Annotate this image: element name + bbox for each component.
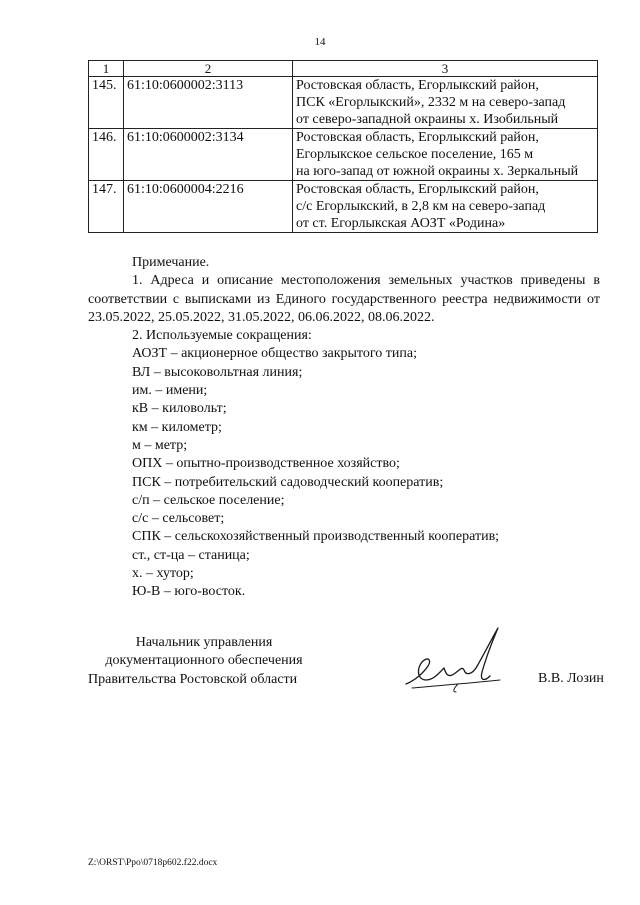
row-number: 147.	[89, 181, 124, 233]
abbreviation-item: м – метр;	[132, 437, 188, 453]
header-col-2: 2	[124, 61, 293, 77]
abbreviations-list	[88, 345, 600, 601]
header-col-3: 3	[293, 61, 598, 77]
abbreviation-item: ВЛ – высоковольтная линия;	[132, 364, 303, 380]
file-path: Z:\ORST\Ppo\0718p602.f22.docx	[88, 858, 218, 868]
abbreviation-item: ст., ст-ца – станица;	[132, 547, 250, 563]
row-number: 145.	[89, 77, 124, 129]
cadastral-number: 61:10:0600004:2216	[124, 181, 293, 233]
abbreviation-item: ОПХ – опытно-производственное хозяйство;	[132, 456, 400, 472]
handwritten-signature	[402, 622, 512, 700]
address-line: Егорлыкское сельское поселение, 165 м	[296, 147, 534, 162]
plot-address	[293, 77, 598, 129]
signer-name: В.В. Лозин	[538, 671, 604, 686]
abbreviation-item: Ю-В – юго-восток.	[132, 584, 246, 600]
cadastral-number: 61:10:0600002:3134	[124, 129, 293, 181]
table-row	[89, 129, 598, 181]
plot-address	[293, 181, 598, 233]
signer-title-line: Правительства Ростовской области	[88, 671, 298, 687]
page-number: 14	[314, 36, 326, 48]
abbreviation-item: ПСК – потребительский садоводческий кооператив;	[132, 474, 444, 490]
abbreviation-item: кВ – киловольт;	[132, 401, 227, 417]
address-line: на юго-запад от южной окраины х. Зеркальный	[296, 164, 579, 179]
header-col-1: 1	[89, 61, 124, 77]
row-number: 146.	[89, 129, 124, 181]
address-line: от северо-западной окраины х. Изобильный	[296, 112, 559, 127]
table-row	[89, 77, 598, 129]
table-row	[89, 181, 598, 233]
address-line: Ростовская область, Егорлыкский район,	[296, 182, 539, 197]
note-item-2: 2. Используемые сокращения:	[132, 328, 312, 344]
address-line: Ростовская область, Егорлыкский район,	[296, 130, 539, 145]
abbreviation-item: с/п – сельское поселение;	[132, 492, 285, 508]
address-line: Ростовская область, Егорлыкский район,	[296, 78, 539, 93]
abbreviation-item: с/с – сельсовет;	[132, 511, 225, 527]
abbreviation-item: АОЗТ – акционерное общество закрытого типа;	[132, 346, 417, 362]
abbreviation-item: х. – хутор;	[132, 566, 194, 582]
signer-title-line: документационного обеспечения	[105, 653, 303, 669]
land-plots-table	[88, 60, 598, 233]
abbreviation-item: км – километр;	[132, 419, 222, 435]
abbreviation-item: им. – имени;	[132, 383, 208, 399]
address-line: с/с Егорлыкский, в 2,8 км на северо-запад	[296, 199, 546, 214]
note-item-1: 1. Адреса и описание местоположения земельных участков приведены в соответствии с выписками из Единого государственного реестра недвижимости от 23.05.2022, 25.05.2022, 31.05.2022, 06.06.2022, 08.06.2022.	[88, 273, 600, 325]
cadastral-number: 61:10:0600002:3113	[124, 77, 293, 129]
address-line: ПСК «Егорлыкский», 2332 м на северо-запад	[296, 95, 566, 110]
abbreviation-item: СПК – сельскохозяйственный производственный кооператив;	[132, 529, 500, 545]
plot-address	[293, 129, 598, 181]
notes-section	[88, 254, 600, 602]
address-line: от ст. Егорлыкская АОЗТ «Родина»	[296, 216, 506, 231]
signer-title-line: Начальник управления	[135, 635, 273, 650]
notes-title: Примечание.	[132, 255, 210, 270]
table-header-row	[89, 61, 598, 77]
signer-title	[88, 634, 320, 689]
